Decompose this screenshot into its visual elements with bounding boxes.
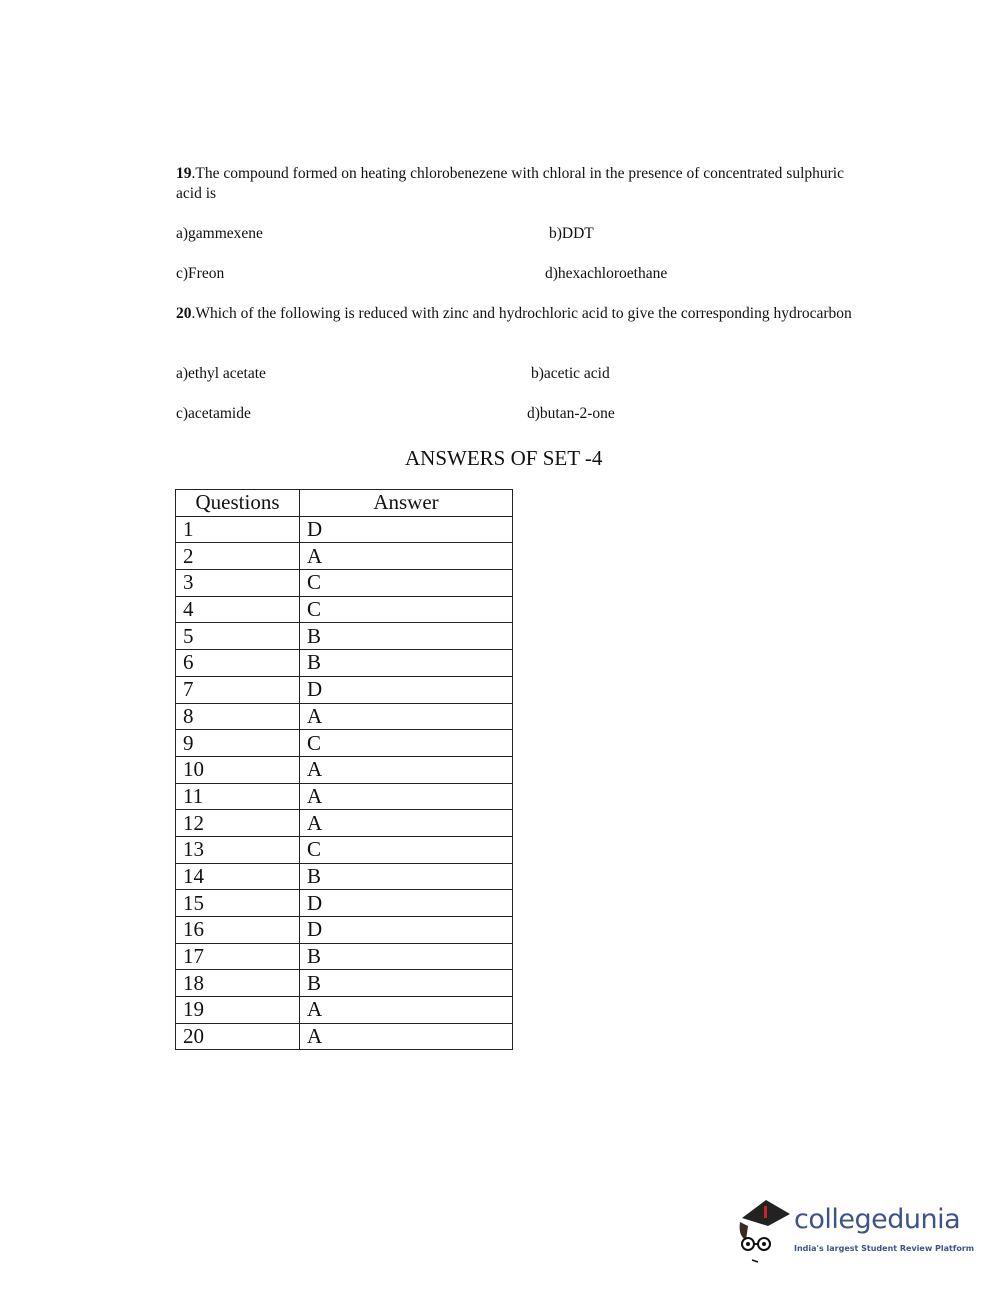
- question-number-cell: 7: [176, 676, 300, 703]
- question-number-cell: 20: [176, 1023, 300, 1050]
- option-a: a)gammexene: [176, 225, 263, 242]
- question-number: 20: [176, 305, 192, 322]
- table-row: [176, 890, 513, 917]
- question-number-cell: 2: [176, 543, 300, 570]
- answer-cell: B: [300, 970, 513, 997]
- option-d: d)butan-2-one: [527, 405, 615, 422]
- collegedunia-logo: [736, 1196, 975, 1266]
- table-row: [176, 623, 513, 650]
- question-number-cell: 10: [176, 756, 300, 783]
- answer-table: [175, 489, 513, 1050]
- answer-cell: B: [300, 650, 513, 677]
- answer-cell: B: [300, 863, 513, 890]
- question-number-cell: 12: [176, 810, 300, 837]
- answer-cell: A: [300, 543, 513, 570]
- question-number-cell: 4: [176, 596, 300, 623]
- answer-cell: A: [300, 756, 513, 783]
- table-row: [176, 543, 513, 570]
- question-number-cell: 17: [176, 943, 300, 970]
- answer-cell: A: [300, 703, 513, 730]
- question-number: 19: [176, 165, 192, 182]
- table-row: [176, 756, 513, 783]
- answer-cell: A: [300, 1023, 513, 1050]
- question-number-cell: 19: [176, 997, 300, 1024]
- table-row: [176, 516, 513, 543]
- table-row: [176, 596, 513, 623]
- option-b: b)acetic acid: [531, 365, 610, 382]
- table-row: [176, 810, 513, 837]
- table-row: [176, 783, 513, 810]
- question-number-cell: 11: [176, 783, 300, 810]
- question-number-cell: 13: [176, 836, 300, 863]
- answer-cell: D: [300, 516, 513, 543]
- table-row: [176, 650, 513, 677]
- question-number-cell: 18: [176, 970, 300, 997]
- table-row: [176, 970, 513, 997]
- answer-cell: D: [300, 917, 513, 944]
- answer-cell: C: [300, 570, 513, 597]
- logo-tagline: India's largest Student Review Platform: [794, 1244, 975, 1253]
- question-number-cell: 16: [176, 917, 300, 944]
- table-row: [176, 730, 513, 757]
- table-row: [176, 570, 513, 597]
- answer-cell: A: [300, 997, 513, 1024]
- answer-cell: D: [300, 676, 513, 703]
- header-questions: Questions: [176, 490, 300, 517]
- option-c: c)Freon: [176, 265, 225, 282]
- question-number-cell: 14: [176, 863, 300, 890]
- table-row: [176, 863, 513, 890]
- answers-heading: ANSWERS OF SET -4: [405, 446, 603, 470]
- answer-cell: C: [300, 730, 513, 757]
- option-b: b)DDT: [549, 225, 594, 242]
- answer-cell: A: [300, 810, 513, 837]
- answer-cell: D: [300, 890, 513, 917]
- logo-wordmark: collegedunia: [794, 1204, 961, 1235]
- question-19: [176, 164, 856, 204]
- answer-cell: C: [300, 596, 513, 623]
- table-row: [176, 703, 513, 730]
- answer-cell: B: [300, 943, 513, 970]
- option-d: d)hexachloroethane: [545, 265, 668, 282]
- answer-cell: C: [300, 836, 513, 863]
- header-answer: Answer: [300, 490, 513, 517]
- option-c: c)acetamide: [176, 405, 251, 422]
- question-number-cell: 15: [176, 890, 300, 917]
- question-number-cell: 3: [176, 570, 300, 597]
- question-number-cell: 6: [176, 650, 300, 677]
- question-number-cell: 9: [176, 730, 300, 757]
- answer-cell: B: [300, 623, 513, 650]
- question-number-cell: 5: [176, 623, 300, 650]
- table-row: [176, 917, 513, 944]
- question-number-cell: 8: [176, 703, 300, 730]
- question-text: .The compound formed on heating chlorobenezene with chloral in the presence of concentrated sulphuric acid is: [176, 165, 844, 202]
- option-a: a)ethyl acetate: [176, 365, 266, 382]
- question-text: .Which of the following is reduced with zinc and hydrochloric acid to give the corresponding hydrocarbon: [191, 305, 852, 322]
- answer-cell: A: [300, 783, 513, 810]
- table-row: [176, 676, 513, 703]
- mascot-icon: [736, 1196, 796, 1266]
- table-row: [176, 997, 513, 1024]
- question-20: [176, 304, 856, 324]
- question-number-cell: 1: [176, 516, 300, 543]
- table-row: [176, 836, 513, 863]
- table-row: [176, 943, 513, 970]
- table-row: [176, 1023, 513, 1050]
